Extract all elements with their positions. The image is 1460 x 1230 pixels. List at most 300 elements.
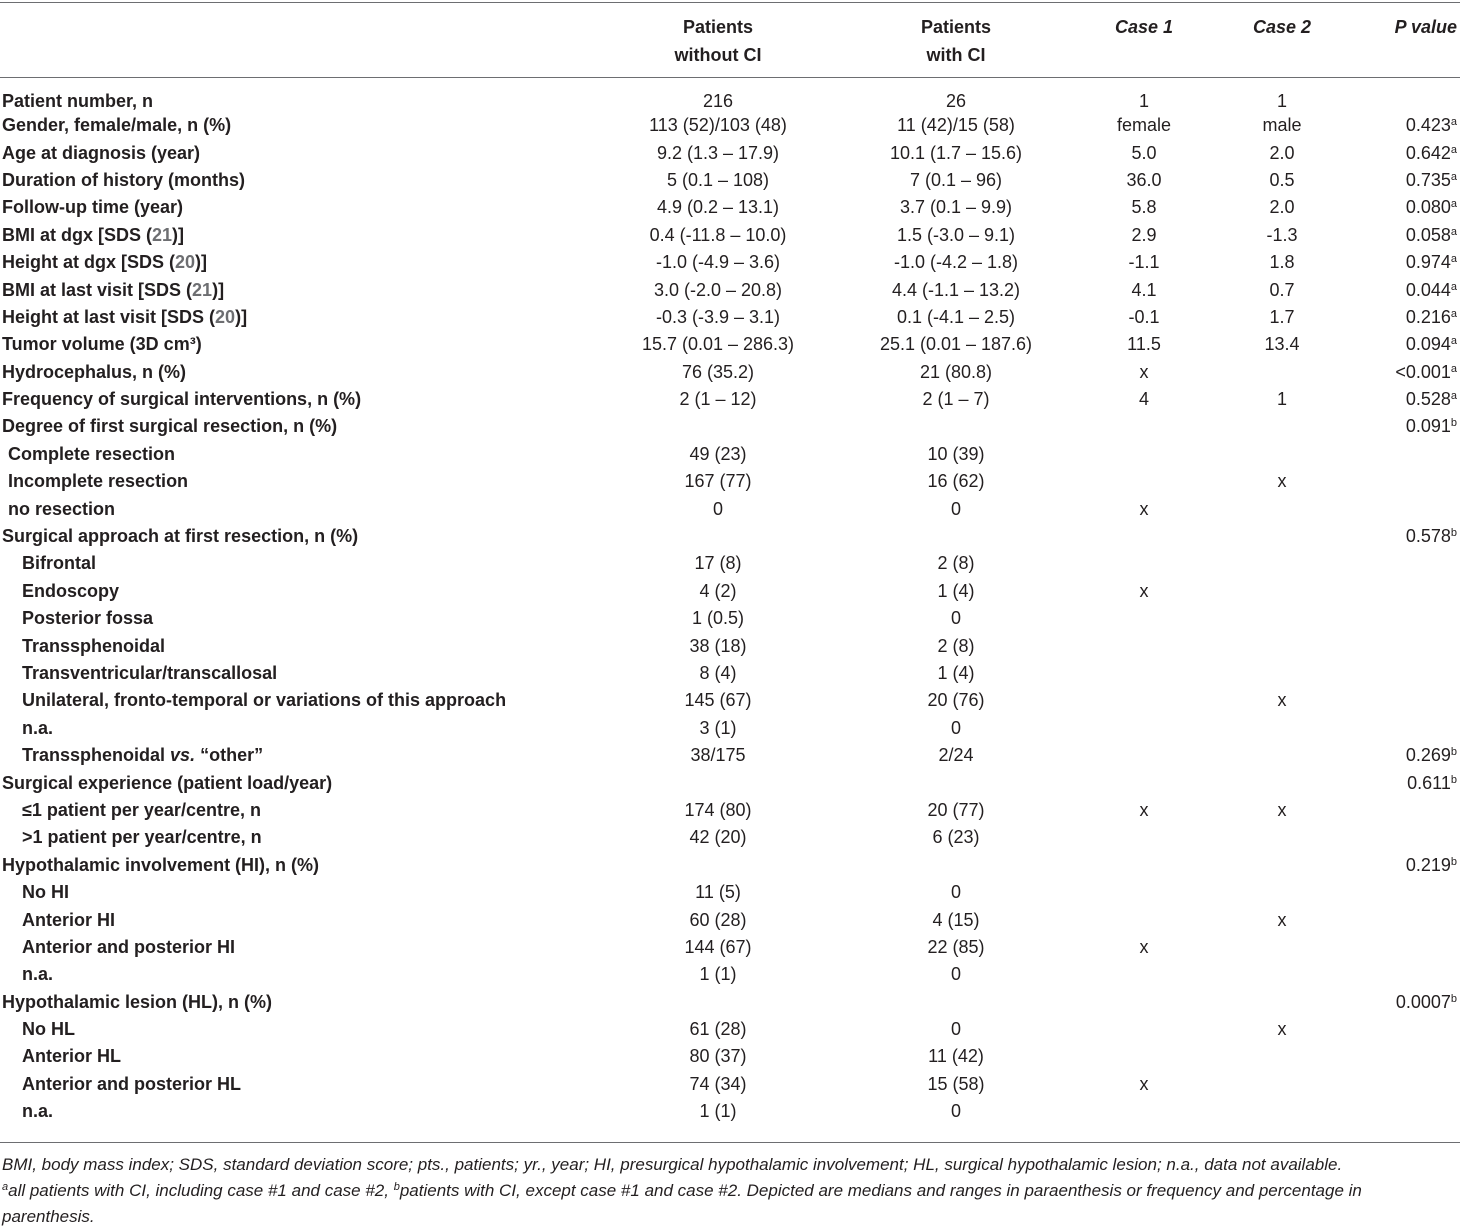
- table-row: [0, 222, 1460, 249]
- cell-without-ci: 113 (52)/103 (48): [649, 115, 787, 136]
- pvalue-text: 0.578: [1405, 526, 1451, 547]
- cell-pvalue: [1342, 331, 1460, 358]
- cell-pvalue: [1342, 824, 1460, 851]
- reference-link[interactable]: 21: [152, 224, 173, 245]
- pvalue-text: 0.735: [1405, 169, 1451, 190]
- cell-case1: [1066, 468, 1222, 495]
- cell-case2: 1: [1276, 91, 1287, 111]
- cell-case1: x: [1139, 498, 1149, 519]
- cell-with-ci: 1 (4): [937, 663, 975, 683]
- cell-without-ci: 11 (5): [695, 882, 741, 903]
- cell-case1: [1066, 632, 1222, 659]
- cell-case2: [1222, 441, 1342, 468]
- cell-with-ci: [846, 852, 1066, 879]
- cell-with-ci: 0: [950, 882, 961, 903]
- row-label: Patient number, n: [2, 91, 154, 111]
- cell-pvalue: [1342, 1071, 1460, 1098]
- cell-without-ci: 144 (67): [684, 936, 752, 957]
- row-label: Anterior and posterior HI: [22, 936, 236, 957]
- cell-case2: [1222, 578, 1342, 605]
- cell-without-ci: 61 (28): [689, 1019, 747, 1040]
- cell-with-ci: 0: [950, 964, 961, 985]
- row-label-part: “other”: [195, 745, 264, 766]
- cell-case1: [1066, 824, 1222, 851]
- cell-case2: [1222, 495, 1342, 522]
- table-row: [0, 934, 1460, 961]
- table-row: [0, 495, 1460, 522]
- cell-case2: [1222, 605, 1342, 632]
- pvalue-superscript: b: [1450, 855, 1457, 868]
- cell-without-ci: 3.0 (-2.0 – 20.8): [653, 279, 783, 300]
- pvalue-text: 0.216: [1405, 306, 1451, 327]
- row-label: no resection: [8, 498, 116, 519]
- cell-pvalue: [1342, 167, 1460, 194]
- bottom-rule: [0, 1142, 1460, 1143]
- row-label: Unilateral, fronto-temporal or variations of this approach: [22, 690, 507, 711]
- cell-with-ci: 0: [950, 608, 961, 629]
- cell-pvalue: [1342, 769, 1460, 796]
- cell-pvalue: [1342, 660, 1460, 687]
- cell-case1: [1066, 769, 1222, 796]
- cell-pvalue: [1342, 715, 1460, 742]
- row-label: [0, 742, 590, 769]
- pvalue-superscript: a: [1450, 335, 1457, 348]
- cell-case1: 5.0: [1131, 142, 1157, 163]
- table-row: [0, 1016, 1460, 1043]
- cell-pvalue: [1342, 222, 1460, 249]
- cell-without-ci: 38/175: [690, 745, 746, 766]
- cell-pvalue: [1342, 276, 1460, 303]
- table-row: [0, 276, 1460, 303]
- row-label: >1 patient per year/centre, n: [22, 827, 262, 848]
- pvalue-superscript: a: [1450, 170, 1457, 183]
- cell-case1: x: [1139, 799, 1149, 820]
- reference-link[interactable]: 20: [215, 306, 236, 327]
- cell-case1: -1.1: [1128, 252, 1160, 273]
- table-row: [0, 1043, 1460, 1070]
- cell-case2: 0.5: [1269, 169, 1295, 190]
- cell-with-ci: 25.1 (0.01 – 187.6): [879, 334, 1033, 355]
- reference-link[interactable]: 21: [192, 279, 213, 300]
- cell-case2: [1222, 660, 1342, 687]
- row-label: [0, 304, 590, 331]
- cell-with-ci: 0: [950, 717, 961, 738]
- cell-with-ci: 3.7 (0.1 – 9.9): [899, 197, 1013, 218]
- row-label: Age at diagnosis (year): [2, 142, 201, 163]
- table-row: [0, 715, 1460, 742]
- cell-case2: 2.0: [1269, 197, 1295, 218]
- cell-case1: [1066, 1098, 1222, 1125]
- cell-pvalue: [1342, 687, 1460, 714]
- pvalue-text: <0.001: [1395, 361, 1451, 382]
- cell-case1: -0.1: [1128, 306, 1160, 327]
- cell-without-ci: 9.2 (1.3 – 17.9): [656, 142, 780, 163]
- cell-with-ci: 0: [950, 1101, 961, 1122]
- cell-with-ci: [846, 413, 1066, 440]
- cell-pvalue: [1342, 139, 1460, 166]
- cell-without-ci: 80 (37): [689, 1046, 747, 1067]
- cell-case1: 4.1: [1131, 279, 1157, 300]
- cell-with-ci: 4 (15): [932, 909, 980, 930]
- row-label: ≤1 patient per year/centre, n: [22, 799, 261, 820]
- row-label: Hypothalamic involvement (HI), n (%): [2, 854, 320, 875]
- row-label: Degree of first surgical resection, n (%): [2, 416, 338, 437]
- cell-case1: 36.0: [1126, 169, 1162, 190]
- row-label-part: Height at last visit [SDS (: [2, 306, 216, 327]
- cell-with-ci: 4.4 (-1.1 – 13.2): [891, 279, 1021, 300]
- row-label-part: )]: [195, 252, 208, 273]
- cell-case1: [1066, 742, 1222, 769]
- cell-without-ci: 167 (77): [684, 471, 752, 492]
- cell-with-ci: 20 (76): [927, 690, 985, 711]
- cell-with-ci: [846, 989, 1066, 1016]
- cell-without-ci: [590, 413, 846, 440]
- pvalue-text: 0.080: [1405, 197, 1451, 218]
- pvalue-superscript: a: [1450, 225, 1457, 238]
- cell-pvalue: [1342, 632, 1460, 659]
- cell-pvalue: [1342, 1043, 1460, 1070]
- cell-case2: 1.7: [1269, 306, 1295, 327]
- row-label: Anterior HL: [22, 1046, 121, 1067]
- cell-case1: x: [1139, 361, 1149, 382]
- table-row: [0, 167, 1460, 194]
- row-label: Incomplete resection: [8, 471, 189, 492]
- pvalue-text: 0.611: [1407, 772, 1451, 793]
- cell-without-ci: 1 (1): [699, 1101, 737, 1122]
- cell-with-ci: 0.1 (-4.1 – 2.5): [896, 306, 1016, 327]
- table-row: [0, 660, 1460, 687]
- row-label-italic: vs.: [170, 745, 196, 766]
- row-label: Gender, female/male, n (%): [2, 115, 232, 136]
- table-row: [0, 112, 1460, 139]
- cell-with-ci: 11 (42)/15 (58): [897, 115, 1015, 136]
- cell-case1: 4: [1138, 389, 1149, 410]
- cell-pvalue: [1342, 742, 1460, 769]
- row-label-part: BMI at dgx [SDS (: [2, 224, 153, 245]
- table-row: [0, 852, 1460, 879]
- row-label-part: )]: [235, 306, 248, 327]
- row-label: Follow-up time (year): [2, 197, 184, 218]
- header-case1: Case 1: [1114, 17, 1174, 37]
- footnote-text-b: patients with CI, except case #1 and case #2. Depicted are medians and ranges in paraenthesis or frequency and percentage in parenthesis.: [2, 1181, 1362, 1226]
- pvalue-superscript: a: [1450, 116, 1457, 129]
- cell-pvalue: [1342, 578, 1460, 605]
- cell-without-ci: 1 (1): [699, 964, 737, 985]
- cell-without-ci: -1.0 (-4.9 – 3.6): [655, 252, 781, 273]
- cell-case2: [1222, 1043, 1342, 1070]
- cell-with-ci: 0: [950, 498, 961, 519]
- table-row: [0, 359, 1460, 386]
- cell-pvalue: [1342, 194, 1460, 221]
- row-label-part: )]: [212, 279, 225, 300]
- cell-pvalue: [1342, 934, 1460, 961]
- cell-without-ci: 2 (1 – 12): [679, 389, 757, 410]
- pvalue-text: 0.058: [1405, 224, 1451, 245]
- cell-with-ci: [846, 523, 1066, 550]
- cell-case1: [1066, 906, 1222, 933]
- cell-case2: [1222, 632, 1342, 659]
- row-label-part: Height at dgx [SDS (: [2, 252, 176, 273]
- table-row: [0, 331, 1460, 358]
- pvalue-text: 0.094: [1405, 334, 1451, 355]
- cell-without-ci: 74 (34): [689, 1073, 747, 1094]
- cell-without-ci: 76 (35.2): [681, 361, 755, 382]
- cell-with-ci: 0: [950, 1019, 961, 1040]
- header-with-ci: [846, 3, 1066, 77]
- cell-without-ci: 5 (0.1 – 108): [666, 169, 770, 190]
- pvalue-superscript: b: [1450, 992, 1457, 1005]
- pvalue-text: 0.423: [1405, 115, 1451, 136]
- row-label: n.a.: [22, 964, 54, 985]
- cell-case1: [1066, 1016, 1222, 1043]
- row-label-part: Transsphenoidal: [22, 745, 171, 766]
- cell-pvalue: [1342, 852, 1460, 879]
- cell-case2: [1222, 934, 1342, 961]
- cell-case2: [1222, 413, 1342, 440]
- cell-case1: female: [1116, 115, 1172, 136]
- cell-without-ci: 38 (18): [689, 635, 747, 656]
- cell-without-ci: [590, 523, 846, 550]
- cell-with-ci: 26: [945, 91, 967, 111]
- table-row: [0, 879, 1460, 906]
- cell-without-ci: 15.7 (0.01 – 286.3): [641, 334, 795, 355]
- row-label: Transsphenoidal: [22, 635, 166, 656]
- cell-pvalue: [1342, 249, 1460, 276]
- cell-case2: [1222, 1071, 1342, 1098]
- cell-with-ci: 15 (58): [927, 1073, 985, 1094]
- cell-pvalue: [1342, 879, 1460, 906]
- cell-case2: x: [1277, 690, 1287, 711]
- cell-with-ci: [846, 769, 1066, 796]
- cell-case1: [1066, 1043, 1222, 1070]
- cell-without-ci: 49 (23): [689, 443, 747, 464]
- cell-with-ci: 2/24: [938, 745, 974, 766]
- table-row: [0, 77, 1460, 112]
- header-case2: Case 2: [1252, 17, 1312, 37]
- row-label: [0, 222, 590, 249]
- cell-without-ci: [590, 769, 846, 796]
- cell-pvalue: [1342, 989, 1460, 1016]
- header-pvalue: P value: [1394, 17, 1457, 37]
- table-row: [0, 249, 1460, 276]
- table-row: [0, 824, 1460, 851]
- pvalue-text: 0.091: [1405, 416, 1451, 437]
- cell-without-ci: 1 (0.5): [691, 608, 745, 629]
- table-body: [0, 77, 1460, 1125]
- cell-pvalue: [1342, 413, 1460, 440]
- pvalue-text: 0.0007: [1395, 991, 1451, 1012]
- cell-with-ci: -1.0 (-4.2 – 1.8): [893, 252, 1019, 273]
- pvalue-superscript: a: [1450, 390, 1457, 403]
- cell-case2: x: [1277, 471, 1287, 492]
- pvalue-text: 0.219: [1405, 854, 1451, 875]
- cell-case1: [1066, 879, 1222, 906]
- cell-without-ci: -0.3 (-3.9 – 3.1): [655, 306, 781, 327]
- pvalue-superscript: a: [1450, 143, 1457, 156]
- cell-with-ci: 1.5 (-3.0 – 9.1): [896, 224, 1016, 245]
- cell-case2: [1222, 359, 1342, 386]
- cell-pvalue: [1342, 1016, 1460, 1043]
- cell-without-ci: 8 (4): [699, 663, 737, 683]
- row-label: Tumor volume (3D cm³): [2, 334, 202, 355]
- footnote-sup-b: b: [393, 1181, 400, 1193]
- header-stub: [0, 3, 590, 77]
- cell-case1: 2.9: [1131, 224, 1157, 245]
- cell-case2: [1222, 989, 1342, 1016]
- cell-without-ci: 42 (20): [689, 827, 747, 848]
- cell-without-ci: 0: [712, 498, 723, 519]
- cell-with-ci: 20 (77): [927, 799, 985, 820]
- cell-case2: x: [1277, 799, 1287, 820]
- table-row: [0, 468, 1460, 495]
- table-row: [0, 769, 1460, 796]
- cell-pvalue: [1342, 797, 1460, 824]
- row-label: Anterior HI: [22, 909, 116, 930]
- row-label: Duration of history (months): [2, 169, 245, 190]
- cell-pvalue: [1342, 468, 1460, 495]
- pvalue-superscript: b: [1450, 773, 1457, 786]
- row-label: No HI: [22, 882, 69, 903]
- row-label: No HL: [22, 1019, 75, 1040]
- cell-case1: [1066, 715, 1222, 742]
- table-row: [0, 906, 1460, 933]
- cell-without-ci: 60 (28): [689, 909, 747, 930]
- cell-case1: [1066, 989, 1222, 1016]
- cell-without-ci: 216: [702, 91, 734, 111]
- cell-case1: [1066, 413, 1222, 440]
- cell-pvalue: [1342, 961, 1460, 988]
- row-label: Bifrontal: [22, 553, 96, 574]
- pvalue-superscript: a: [1450, 280, 1457, 293]
- row-label: Endoscopy: [22, 580, 120, 601]
- cell-with-ci: 2 (8): [937, 553, 975, 574]
- footnote-sup-a: a: [2, 1181, 9, 1193]
- footnote: [2, 1152, 1458, 1230]
- row-label: n.a.: [22, 717, 54, 738]
- cell-case1: x: [1139, 580, 1149, 601]
- reference-link[interactable]: 20: [175, 252, 196, 273]
- cell-case2: x: [1277, 1019, 1287, 1040]
- row-label: Surgical approach at first resection, n (%): [2, 526, 359, 547]
- table-row: [0, 961, 1460, 988]
- row-label: Hypothalamic lesion (HL), n (%): [2, 991, 273, 1012]
- table-row: [0, 989, 1460, 1016]
- header-with-ci-text: Patients with CI: [920, 17, 992, 65]
- cell-case1: [1066, 441, 1222, 468]
- cell-case2: [1222, 879, 1342, 906]
- cell-with-ci: 6 (23): [932, 827, 980, 848]
- table-row: [0, 523, 1460, 550]
- cell-with-ci: 16 (62): [927, 471, 985, 492]
- cell-with-ci: 21 (80.8): [919, 361, 993, 382]
- pvalue-superscript: a: [1450, 307, 1457, 320]
- row-label: [0, 276, 590, 303]
- cell-pvalue: [1342, 906, 1460, 933]
- cell-with-ci: 10 (39): [927, 443, 985, 464]
- pvalue-superscript: b: [1450, 746, 1457, 759]
- cell-case1: [1066, 550, 1222, 577]
- table-row: [0, 605, 1460, 632]
- table-row: [0, 578, 1460, 605]
- cell-with-ci: 10.1 (1.7 – 15.6): [889, 142, 1023, 163]
- pvalue-text: 0.642: [1405, 142, 1451, 163]
- table-row: [0, 304, 1460, 331]
- row-label-part: BMI at last visit [SDS (: [2, 279, 193, 300]
- table-row: [0, 1071, 1460, 1098]
- cell-without-ci: 145 (67): [684, 690, 752, 711]
- cell-with-ci: 1 (4): [937, 580, 975, 601]
- table-row: [0, 797, 1460, 824]
- cell-pvalue: [1342, 523, 1460, 550]
- pvalue-text: 0.974: [1405, 252, 1451, 273]
- cell-pvalue: [1342, 605, 1460, 632]
- cell-without-ci: 3 (1): [699, 717, 737, 738]
- cell-case2: 1: [1276, 389, 1287, 410]
- row-label: Frequency of surgical interventions, n (%): [2, 389, 362, 410]
- cell-without-ci: 0.4 (-11.8 – 10.0): [649, 224, 787, 245]
- cell-case1: x: [1139, 936, 1149, 957]
- cell-case1: 11.5: [1127, 334, 1161, 355]
- cell-with-ci: 2 (1 – 7): [922, 389, 990, 410]
- cell-pvalue: [1342, 386, 1460, 413]
- pvalue-text: 0.269: [1405, 745, 1451, 766]
- cell-pvalue: [1342, 550, 1460, 577]
- footnote-text-a: all patients with CI, including case #1 and case #2,: [8, 1181, 394, 1200]
- header-without-ci-text: Patients without CI: [674, 17, 762, 65]
- table-row: [0, 194, 1460, 221]
- row-label: Surgical experience (patient load/year): [2, 772, 333, 793]
- row-label: Transventricular/transcallosal: [22, 663, 278, 683]
- cell-with-ci: 22 (85): [927, 936, 985, 957]
- cell-case2: [1222, 824, 1342, 851]
- row-label: [0, 249, 590, 276]
- row-label: Posterior fossa: [22, 608, 154, 629]
- row-label: Anterior and posterior HL: [22, 1073, 242, 1094]
- table-row: [0, 139, 1460, 166]
- header-without-ci: [590, 3, 846, 77]
- cell-without-ci: 4.9 (0.2 – 13.1): [656, 197, 780, 218]
- cell-case1: 5.8: [1131, 197, 1157, 218]
- cell-case1: [1066, 660, 1222, 687]
- cell-case2: [1222, 742, 1342, 769]
- pvalue-superscript: b: [1450, 417, 1457, 430]
- cell-case1: [1066, 852, 1222, 879]
- cell-case1: [1066, 605, 1222, 632]
- row-label: Complete resection: [8, 443, 176, 464]
- footnote-notes: [2, 1178, 1458, 1230]
- cell-pvalue: [1342, 304, 1460, 331]
- cell-pvalue: [1342, 359, 1460, 386]
- cell-case1: [1066, 961, 1222, 988]
- row-label-part: )]: [172, 224, 185, 245]
- table-row: [0, 687, 1460, 714]
- cell-without-ci: 4 (2): [699, 580, 737, 601]
- cell-pvalue: [1342, 77, 1460, 112]
- cell-case2: 13.4: [1264, 334, 1300, 355]
- cell-pvalue: [1342, 1098, 1460, 1125]
- cell-case2: [1222, 715, 1342, 742]
- cell-without-ci: 174 (80): [684, 799, 752, 820]
- cell-case2: -1.3: [1266, 224, 1298, 245]
- table-row: [0, 742, 1460, 769]
- cell-case2: 1.8: [1269, 252, 1295, 273]
- table-row: [0, 550, 1460, 577]
- cell-without-ci: [590, 852, 846, 879]
- cell-case2: [1222, 1098, 1342, 1125]
- cell-pvalue: [1342, 495, 1460, 522]
- cell-case2: x: [1277, 909, 1287, 930]
- cell-case2: [1222, 523, 1342, 550]
